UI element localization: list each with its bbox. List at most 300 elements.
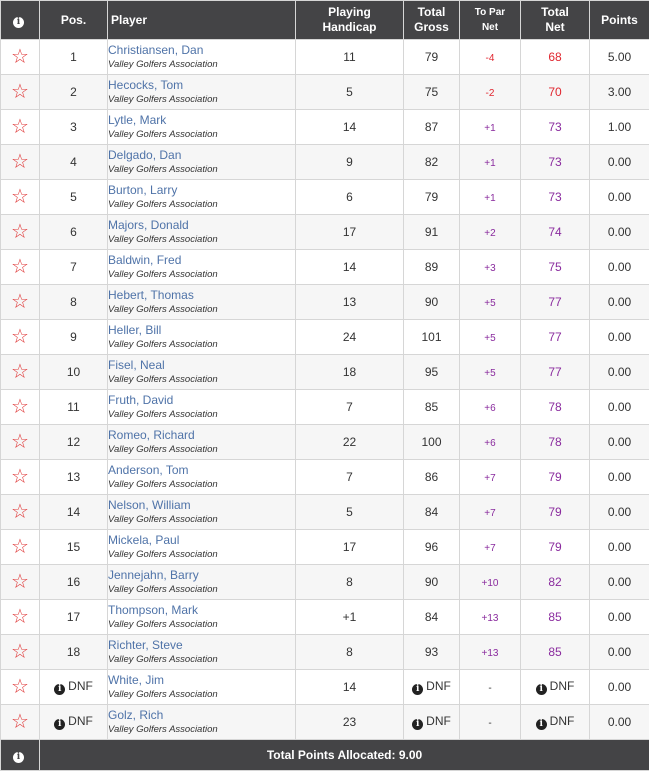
- to-par-net: +1: [484, 193, 496, 204]
- favorite-cell[interactable]: [1, 670, 40, 705]
- star-icon[interactable]: ☆: [11, 221, 29, 243]
- playing-handicap: 8: [346, 575, 353, 589]
- playing-handicap: 5: [346, 505, 353, 519]
- playing-handicap: 7: [346, 400, 353, 414]
- favorite-cell[interactable]: [1, 110, 40, 145]
- star-icon[interactable]: ☆: [11, 571, 29, 593]
- player-cell: [108, 460, 296, 495]
- player-association: Valley Golfers Association: [108, 514, 218, 525]
- position-cell: [40, 40, 108, 75]
- total-gross-cell: [404, 75, 460, 110]
- total-net-cell: [521, 635, 590, 670]
- total-gross-cell: [404, 705, 460, 740]
- position-cell: [40, 250, 108, 285]
- total-net: 73: [548, 120, 562, 134]
- total-gross: 84: [424, 505, 439, 519]
- total-gross-cell: [404, 355, 460, 390]
- player-name-link[interactable]: Christiansen, Dan: [108, 43, 204, 57]
- playing-handicap: 9: [346, 155, 353, 169]
- playing-handicap-cell: [296, 600, 404, 635]
- total-net: 77: [548, 295, 562, 309]
- player-cell: [108, 180, 296, 215]
- points-cell: [590, 180, 649, 215]
- to-par-net-cell: [460, 425, 521, 460]
- total-gross-cell: [404, 180, 460, 215]
- total-net-cell: [521, 495, 590, 530]
- favorite-cell[interactable]: [1, 355, 40, 390]
- table-row: [1, 460, 649, 495]
- player-name-link[interactable]: Delgado, Dan: [108, 148, 182, 162]
- table-row: [1, 705, 649, 740]
- table-row: [1, 285, 649, 320]
- playing-handicap-cell: [296, 705, 404, 740]
- player-cell: [108, 215, 296, 250]
- header-playing-handicap[interactable]: Playing Handicap: [296, 1, 404, 40]
- total-gross: 84: [424, 610, 439, 624]
- info-icon[interactable]: i: [13, 17, 24, 28]
- favorite-cell[interactable]: [1, 40, 40, 75]
- total-net-cell: [521, 110, 590, 145]
- playing-handicap-cell: [296, 530, 404, 565]
- player-association: Valley Golfers Association: [108, 724, 218, 735]
- total-net-cell: [521, 565, 590, 600]
- player-name-link[interactable]: Hecocks, Tom: [108, 78, 184, 92]
- to-par-net: +3: [484, 263, 496, 274]
- total-net: 82: [548, 575, 562, 589]
- points: 0.00: [607, 610, 632, 624]
- header-points[interactable]: Points: [590, 1, 649, 40]
- total-gross: 101: [421, 330, 442, 344]
- playing-handicap: 14: [342, 260, 357, 274]
- total-gross: 86: [424, 470, 439, 484]
- position: 16: [66, 575, 81, 589]
- total-net-cell: [521, 180, 590, 215]
- total-net-cell: [521, 600, 590, 635]
- star-icon[interactable]: ☆: [11, 256, 29, 278]
- total-net: 85: [548, 610, 562, 624]
- total-gross-cell: [404, 565, 460, 600]
- info-icon[interactable]: i: [54, 719, 65, 730]
- total-gross: 75: [424, 85, 439, 99]
- total-gross: 95: [424, 365, 439, 379]
- header-player[interactable]: Player: [108, 1, 296, 40]
- favorite-cell[interactable]: [1, 600, 40, 635]
- playing-handicap-cell: [296, 495, 404, 530]
- favorite-cell[interactable]: [1, 635, 40, 670]
- star-icon[interactable]: ☆: [11, 116, 29, 138]
- player-association: Valley Golfers Association: [108, 479, 218, 490]
- position: 3: [70, 120, 77, 134]
- player-cell: [108, 600, 296, 635]
- position: DNF: [68, 714, 93, 728]
- table-row: [1, 320, 649, 355]
- player-cell: [108, 285, 296, 320]
- player-cell: [108, 110, 296, 145]
- total-net-cell: [521, 145, 590, 180]
- player-association: Valley Golfers Association: [108, 234, 218, 245]
- star-icon[interactable]: ☆: [11, 431, 29, 453]
- playing-handicap-cell: [296, 670, 404, 705]
- star-icon[interactable]: ☆: [11, 536, 29, 558]
- position-cell: [40, 355, 108, 390]
- position-cell: [40, 285, 108, 320]
- player-cell: [108, 705, 296, 740]
- to-par-net: +2: [484, 228, 496, 239]
- to-par-net-cell: [460, 495, 521, 530]
- position: 17: [66, 610, 81, 624]
- favorite-cell[interactable]: [1, 495, 40, 530]
- total-net-cell: [521, 320, 590, 355]
- player-cell: [108, 495, 296, 530]
- position: 12: [66, 435, 81, 449]
- table-row: [1, 110, 649, 145]
- player-cell: [108, 390, 296, 425]
- table-row: [1, 145, 649, 180]
- table-row: [1, 180, 649, 215]
- player-name-link[interactable]: Baldwin, Fred: [108, 253, 182, 267]
- favorite-cell[interactable]: [1, 75, 40, 110]
- info-icon[interactable]: i: [536, 684, 547, 695]
- points-cell: [590, 215, 649, 250]
- position: 13: [66, 470, 81, 484]
- total-net: 68: [548, 50, 562, 64]
- playing-handicap: 14: [342, 120, 357, 134]
- total-net: DNF: [549, 714, 575, 728]
- header-total-net[interactable]: Total Net: [521, 1, 590, 40]
- table-row: [1, 75, 649, 110]
- position: 2: [70, 85, 77, 99]
- total-net: 75: [548, 260, 562, 274]
- playing-handicap-cell: [296, 425, 404, 460]
- favorite-cell[interactable]: [1, 320, 40, 355]
- to-par-net: +13: [481, 648, 499, 659]
- points-cell: [590, 110, 649, 145]
- player-name-link[interactable]: Anderson, Tom: [108, 463, 189, 477]
- player-name-link[interactable]: Fisel, Neal: [108, 358, 165, 372]
- table-row: [1, 215, 649, 250]
- playing-handicap: 8: [346, 645, 353, 659]
- info-icon[interactable]: i: [54, 684, 65, 695]
- star-icon[interactable]: ☆: [11, 361, 29, 383]
- player-cell: [108, 635, 296, 670]
- player-association: Valley Golfers Association: [108, 549, 218, 560]
- info-icon[interactable]: i: [412, 719, 423, 730]
- total-gross-cell: [404, 635, 460, 670]
- total-gross: 96: [424, 540, 439, 554]
- position-cell: [40, 215, 108, 250]
- position: 1: [70, 50, 77, 64]
- playing-handicap-cell: [296, 40, 404, 75]
- total-net-cell: [521, 530, 590, 565]
- points-cell: [590, 670, 649, 705]
- position: 15: [66, 540, 81, 554]
- points: 0.00: [607, 435, 632, 449]
- playing-handicap-cell: [296, 635, 404, 670]
- position: 6: [70, 225, 77, 239]
- to-par-net-cell: [460, 565, 521, 600]
- points-cell: [590, 40, 649, 75]
- player-cell: [108, 565, 296, 600]
- player-name-link[interactable]: Jennejahn, Barry: [108, 568, 199, 582]
- table-row: [1, 565, 649, 600]
- points: 0.00: [607, 470, 632, 484]
- total-gross: 85: [424, 400, 439, 414]
- points-cell: [590, 635, 649, 670]
- points: 0.00: [607, 540, 632, 554]
- player-association: Valley Golfers Association: [108, 129, 218, 140]
- playing-handicap: 17: [342, 540, 357, 554]
- star-icon[interactable]: ☆: [11, 326, 29, 348]
- player-name-link[interactable]: Nelson, William: [108, 498, 191, 512]
- total-net-cell: [521, 355, 590, 390]
- to-par-net-cell: [460, 460, 521, 495]
- position-cell: [40, 425, 108, 460]
- table-row: [1, 635, 649, 670]
- points: 0.00: [607, 715, 632, 729]
- star-icon[interactable]: ☆: [11, 711, 29, 733]
- total-gross: 100: [421, 435, 442, 449]
- star-icon[interactable]: ☆: [11, 676, 29, 698]
- player-name-link[interactable]: Majors, Donald: [108, 218, 189, 232]
- player-association: Valley Golfers Association: [108, 409, 218, 420]
- playing-handicap-cell: [296, 75, 404, 110]
- points-cell: [590, 600, 649, 635]
- position: 18: [66, 645, 81, 659]
- total-net: 79: [548, 470, 562, 484]
- position-cell: [40, 705, 108, 740]
- playing-handicap-cell: [296, 285, 404, 320]
- total-gross: 93: [424, 645, 439, 659]
- total-gross-cell: [404, 425, 460, 460]
- playing-handicap: 5: [346, 85, 353, 99]
- favorite-cell[interactable]: [1, 145, 40, 180]
- footer-row: [1, 740, 649, 771]
- total-net-cell: [521, 425, 590, 460]
- to-par-net: +10: [481, 578, 499, 589]
- player-association: Valley Golfers Association: [108, 584, 218, 595]
- playing-handicap-cell: [296, 250, 404, 285]
- position-cell: [40, 180, 108, 215]
- favorite-cell[interactable]: [1, 565, 40, 600]
- player-name-link[interactable]: Burton, Larry: [108, 183, 178, 197]
- player-name-link[interactable]: Thompson, Mark: [108, 603, 199, 617]
- favorite-cell[interactable]: [1, 530, 40, 565]
- playing-handicap-cell: [296, 180, 404, 215]
- position-cell: [40, 495, 108, 530]
- total-net: 77: [548, 330, 562, 344]
- position: 9: [70, 330, 77, 344]
- player-name-link[interactable]: Golz, Rich: [108, 708, 164, 722]
- total-gross-cell: [404, 460, 460, 495]
- total-gross: 90: [424, 295, 439, 309]
- player-cell: [108, 355, 296, 390]
- to-par-net: +5: [484, 333, 496, 344]
- total-net: 77: [548, 365, 562, 379]
- total-net-cell: [521, 215, 590, 250]
- playing-handicap: 23: [342, 715, 357, 729]
- points: 0.00: [607, 330, 632, 344]
- points-cell: [590, 705, 649, 740]
- playing-handicap-cell: [296, 320, 404, 355]
- position: 11: [67, 400, 80, 414]
- to-par-net-cell: [460, 530, 521, 565]
- header-info[interactable]: [1, 1, 40, 40]
- points-cell: [590, 250, 649, 285]
- player-association: Valley Golfers Association: [108, 374, 218, 385]
- points: 0.00: [607, 260, 632, 274]
- footer-info[interactable]: [1, 740, 40, 771]
- to-par-net-cell: [460, 285, 521, 320]
- to-par-net: -2: [485, 88, 495, 99]
- to-par-net-cell: [460, 355, 521, 390]
- position: 8: [70, 295, 77, 309]
- total-gross-cell: [404, 285, 460, 320]
- player-association: Valley Golfers Association: [108, 269, 218, 280]
- player-name-link[interactable]: Heller, Bill: [108, 323, 162, 337]
- position-cell: [40, 460, 108, 495]
- to-par-net-cell: [460, 215, 521, 250]
- points-cell: [590, 390, 649, 425]
- total-net: DNF: [549, 679, 575, 693]
- player-association: Valley Golfers Association: [108, 689, 218, 700]
- points-cell: [590, 565, 649, 600]
- total-gross-cell: [404, 670, 460, 705]
- total-gross-cell: [404, 390, 460, 425]
- to-par-net: +7: [484, 508, 496, 519]
- to-par-net: -4: [485, 53, 495, 64]
- player-cell: [108, 670, 296, 705]
- points: 0.00: [607, 190, 632, 204]
- to-par-net: +1: [484, 123, 496, 134]
- to-par-net-cell: [460, 250, 521, 285]
- position: 7: [70, 260, 77, 274]
- points: 0.00: [607, 645, 632, 659]
- total-gross-cell: [404, 145, 460, 180]
- favorite-cell[interactable]: [1, 705, 40, 740]
- star-icon[interactable]: ☆: [11, 466, 29, 488]
- total-net: 85: [548, 645, 562, 659]
- to-par-net-cell: [460, 635, 521, 670]
- position: 5: [70, 190, 77, 204]
- to-par-net-cell: [460, 600, 521, 635]
- favorite-cell[interactable]: [1, 215, 40, 250]
- total-gross: 79: [424, 190, 439, 204]
- total-net: 79: [548, 540, 562, 554]
- player-name-link[interactable]: Romeo, Richard: [108, 428, 195, 442]
- to-par-net-cell: [460, 145, 521, 180]
- points: 0.00: [607, 400, 632, 414]
- player-name-link[interactable]: Richter, Steve: [108, 638, 183, 652]
- total-net-cell: [521, 75, 590, 110]
- favorite-cell[interactable]: [1, 285, 40, 320]
- header-pos[interactable]: Pos.: [40, 1, 108, 40]
- player-cell: [108, 530, 296, 565]
- points: 5.00: [607, 50, 632, 64]
- total-gross-cell: [404, 40, 460, 75]
- favorite-cell[interactable]: [1, 460, 40, 495]
- position: DNF: [68, 679, 93, 693]
- position: 10: [66, 365, 81, 379]
- total-net-cell: [521, 250, 590, 285]
- total-net-cell: [521, 40, 590, 75]
- to-par-net: -: [488, 683, 492, 694]
- total-net: 78: [548, 435, 562, 449]
- player-name-link[interactable]: Hebert, Thomas: [108, 288, 194, 302]
- to-par-net-cell: [460, 75, 521, 110]
- table-row: [1, 355, 649, 390]
- total-net-cell: [521, 670, 590, 705]
- info-icon[interactable]: i: [13, 752, 24, 763]
- player-cell: [108, 40, 296, 75]
- table-row: [1, 530, 649, 565]
- star-icon[interactable]: ☆: [11, 606, 29, 628]
- points: 3.00: [607, 85, 632, 99]
- total-net-cell: [521, 460, 590, 495]
- total-gross: 90: [424, 575, 439, 589]
- player-cell: [108, 320, 296, 355]
- header-total-gross[interactable]: Total Gross: [404, 1, 460, 40]
- star-icon[interactable]: ☆: [11, 151, 29, 173]
- star-icon[interactable]: ☆: [11, 501, 29, 523]
- table-row: [1, 495, 649, 530]
- table-row: [1, 670, 649, 705]
- header-to-par-net[interactable]: To Par Net: [460, 1, 521, 40]
- points-cell: [590, 530, 649, 565]
- player-name-link[interactable]: Mickela, Paul: [108, 533, 180, 547]
- player-association: Valley Golfers Association: [108, 619, 218, 630]
- playing-handicap: +1: [342, 610, 357, 624]
- favorite-cell[interactable]: [1, 250, 40, 285]
- total-gross-cell: [404, 530, 460, 565]
- player-cell: [108, 145, 296, 180]
- to-par-net-cell: [460, 390, 521, 425]
- total-net: 70: [548, 85, 562, 99]
- favorite-cell[interactable]: [1, 425, 40, 460]
- total-net: 78: [548, 400, 562, 414]
- info-icon[interactable]: i: [536, 719, 547, 730]
- header-row: [1, 1, 649, 40]
- star-icon[interactable]: ☆: [11, 81, 29, 103]
- playing-handicap: 14: [342, 680, 357, 694]
- total-gross: 79: [424, 50, 439, 64]
- position: 14: [66, 505, 81, 519]
- star-icon[interactable]: ☆: [11, 396, 29, 418]
- favorite-cell[interactable]: [1, 390, 40, 425]
- star-icon[interactable]: ☆: [11, 291, 29, 313]
- player-name-link[interactable]: White, Jim: [108, 673, 165, 687]
- player-name-link[interactable]: Fruth, David: [108, 393, 174, 407]
- player-association: Valley Golfers Association: [108, 304, 218, 315]
- playing-handicap: 6: [346, 190, 353, 204]
- player-cell: [108, 425, 296, 460]
- playing-handicap-cell: [296, 390, 404, 425]
- star-icon[interactable]: ☆: [11, 641, 29, 663]
- to-par-net-cell: [460, 110, 521, 145]
- total-gross-cell: [404, 320, 460, 355]
- position: 4: [70, 155, 77, 169]
- star-icon[interactable]: ☆: [11, 46, 29, 68]
- favorite-cell[interactable]: [1, 180, 40, 215]
- points: 0.00: [607, 225, 632, 239]
- playing-handicap: 18: [342, 365, 357, 379]
- info-icon[interactable]: i: [412, 684, 423, 695]
- to-par-net: +6: [484, 438, 496, 449]
- total-net-cell: [521, 705, 590, 740]
- total-points-allocated: Total Points Allocated: 9.00: [40, 740, 649, 771]
- star-icon[interactable]: ☆: [11, 186, 29, 208]
- player-name-link[interactable]: Lytle, Mark: [108, 113, 167, 127]
- points: 0.00: [607, 155, 632, 169]
